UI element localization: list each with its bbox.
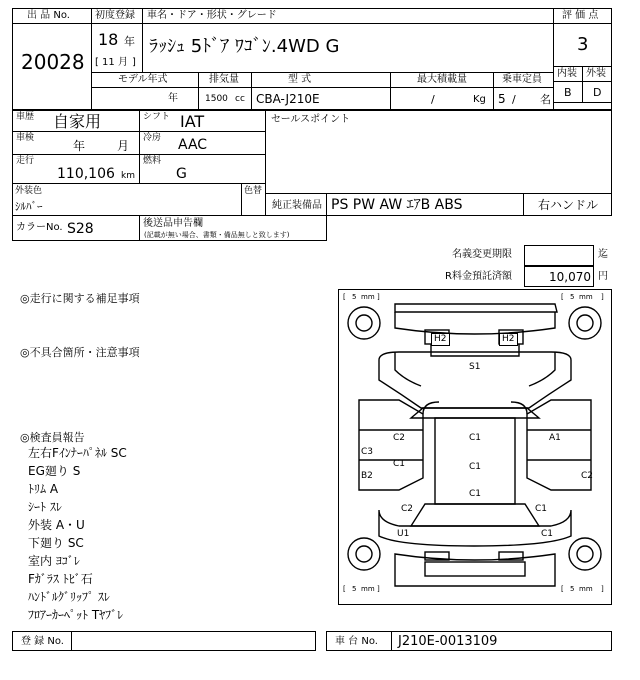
steering-cell <box>523 193 612 216</box>
report-item: 下廻り SC <box>28 536 84 550</box>
reg-label: 登 録 No. <box>21 636 64 647</box>
tyre-label-front-left <box>343 293 380 301</box>
sales-point-label: セールスポイント <box>271 114 351 125</box>
first-reg-value-cell <box>91 23 143 73</box>
displacement-unit: cc <box>235 94 245 104</box>
capacity-value: 5 <box>498 92 506 106</box>
color-no-label: カラーNo. <box>16 222 63 233</box>
report-item: ﾄﾘﾑ A <box>28 482 59 496</box>
inspection-year-unit: 年 <box>73 139 86 153</box>
ac-cell <box>139 131 266 155</box>
year-unit: 年 <box>124 35 135 48</box>
svg-text:[: [ <box>343 293 346 301</box>
model-year-label-cell <box>91 72 199 88</box>
car-name-label-cell <box>142 8 554 24</box>
mark-c1-left-door: C1 <box>393 459 406 469</box>
report-note: (記載が無い場合、書類・備品無しと致します) <box>144 231 290 239</box>
color-value: ｼﾙﾊﾞｰ <box>15 200 43 213</box>
report-item: 外装 A・U <box>28 518 85 532</box>
shift-cell <box>139 110 266 132</box>
tyre-label-front-right <box>561 293 604 301</box>
mark-c3: C3 <box>361 447 374 457</box>
svg-text:mm: mm <box>579 585 593 593</box>
mark-c2-right: C2 <box>581 471 594 481</box>
shift-value: IAT <box>180 112 205 131</box>
inspector-report-list <box>28 447 308 627</box>
svg-text:]: ] <box>377 585 380 593</box>
mark-u1: U1 <box>397 529 410 539</box>
mark-h2-right: H2 <box>499 333 518 346</box>
running-notes-label: ◎走行に関する補足事項 <box>20 292 140 305</box>
displacement-label-cell <box>198 72 252 88</box>
steering-value: 右ハンドル <box>538 198 599 212</box>
recycle-label: R料金預託済額 <box>445 271 512 282</box>
inspection-month-unit: 月 <box>117 139 130 153</box>
chassis-label-cell <box>326 631 392 651</box>
report-item: ｼｰﾄ ｽﾚ <box>28 500 62 514</box>
capacity-label-cell <box>493 72 554 88</box>
mileage-value: 110,106 <box>57 166 115 182</box>
lot-label: 出 品 No. <box>27 10 70 21</box>
max-load-slash: / <box>431 93 435 106</box>
interior-grade: B <box>564 86 572 99</box>
svg-text:mm: mm <box>361 585 375 593</box>
mark-c1-center-3: C1 <box>469 489 482 499</box>
wheel-front-left <box>348 307 380 339</box>
month-open: [ <box>95 57 99 68</box>
svg-text:]: ] <box>601 585 604 593</box>
equipment-label-cell <box>265 193 327 216</box>
car-name-cell <box>142 23 554 73</box>
month-close: ] <box>132 57 136 68</box>
color-no-cell <box>12 215 140 241</box>
recycle-cell <box>524 266 594 287</box>
mileage-unit: km <box>121 171 135 181</box>
windshield <box>411 408 539 418</box>
recycle-fee: 10,070 <box>549 270 591 284</box>
report-item: 室内 ﾖｺﾞﾚ <box>28 554 80 568</box>
tyre-depth: 5 <box>352 293 357 301</box>
sales-point-cell <box>265 110 612 194</box>
wheel-rear-right <box>569 538 601 570</box>
interior-label-cell <box>553 66 583 82</box>
inspection-cell <box>12 131 140 155</box>
front-bumper <box>395 312 555 334</box>
mark-c1-center-1: C1 <box>469 433 482 443</box>
grade-label: 評 価 点 <box>562 10 599 21</box>
capacity-unit: 名 <box>540 93 551 106</box>
history-value: 自家用 <box>53 112 102 131</box>
mark-a1: A1 <box>549 433 561 443</box>
max-load-unit: Kg <box>473 94 486 105</box>
car-name: ﾗｯｼｭ 5ﾄﾞｱ ﾜｺﾞﾝ.4WD G <box>149 36 340 57</box>
max-load-label: 最大積載量 <box>417 74 467 85</box>
svg-text:mm: mm <box>579 293 593 301</box>
reg-label-cell <box>12 631 72 651</box>
month-unit: 月 <box>118 57 128 68</box>
mark-c1-right-rear: C1 <box>535 504 548 514</box>
type-label-cell <box>251 72 391 88</box>
lot-label-cell <box>12 8 92 24</box>
car-diagram <box>339 290 611 604</box>
chassis-number: J210E-0013109 <box>398 634 498 649</box>
month-value: 11 <box>102 57 115 68</box>
displacement-label: 排気量 <box>209 74 239 85</box>
recycle-unit: 円 <box>598 271 608 282</box>
tyre-depth: 5 <box>352 585 357 593</box>
svg-text:]: ] <box>601 293 604 301</box>
mark-b2: B2 <box>361 471 373 481</box>
color-no-value: S28 <box>67 221 94 237</box>
ac-label: 冷房 <box>143 133 162 143</box>
model-code: CBA-J210E <box>256 92 320 106</box>
mark-c2-left-rear: C2 <box>401 504 414 514</box>
tyre-depth: 5 <box>570 293 575 301</box>
rear-body <box>379 510 571 546</box>
report-cell <box>139 215 327 241</box>
mileage-cell <box>12 154 140 184</box>
equipment-cell <box>326 193 524 216</box>
lot-number: 20028 <box>21 50 85 74</box>
interior-label: 内装 <box>557 68 577 79</box>
rear-window <box>411 504 539 526</box>
grade-cell <box>553 23 612 67</box>
equipment-label: 純正装備品 <box>272 200 322 211</box>
mark-s1: S1 <box>469 362 481 372</box>
svg-text:mm: mm <box>361 293 375 301</box>
svg-text:[: [ <box>561 585 564 593</box>
exterior-grade-cell <box>582 81 612 103</box>
displacement-cell <box>198 87 252 110</box>
tyre-depth: 5 <box>570 585 575 593</box>
first-reg-label: 初度登録 <box>95 10 135 21</box>
tyre-label-rear-left <box>343 585 380 593</box>
color-change-cell <box>241 183 266 216</box>
exterior-grade: D <box>593 86 602 99</box>
fuel-value: G <box>176 166 187 182</box>
report-label: 後送品申告欄 <box>143 218 203 229</box>
wheel-front-right <box>569 307 601 339</box>
type-label: 型 式 <box>288 74 312 85</box>
fuel-label: 燃料 <box>143 156 162 166</box>
max-load-cell <box>390 87 494 110</box>
defects-notes-label: ◎不具合箇所・注意事項 <box>20 346 140 359</box>
grade-label-cell <box>553 8 612 24</box>
color-cell <box>12 183 242 216</box>
inspector-report-label: ◎検査員報告 <box>20 431 85 444</box>
wheel-rear-left <box>348 538 380 570</box>
report-item: ﾌﾛｱｰｶｰﾍﾟｯﾄ Tﾔﾌﾞﾚ <box>28 608 124 622</box>
svg-text:[: [ <box>343 585 346 593</box>
model-year-unit: 年 <box>168 93 178 104</box>
exterior-label: 外装 <box>586 68 606 79</box>
car-name-label: 車名・ドア・形状・グレード <box>147 10 277 21</box>
history-cell <box>12 110 140 132</box>
history-label: 車歴 <box>16 112 35 122</box>
rear-bumper <box>395 554 555 586</box>
max-load-label-cell <box>390 72 494 88</box>
model-year-cell <box>91 87 199 110</box>
era-year: 18 <box>98 30 119 49</box>
name-change-unit: 迄 <box>598 249 608 260</box>
name-change-label: 名義変更期限 <box>452 249 512 260</box>
color-label: 外装色 <box>15 186 43 196</box>
svg-text:]: ] <box>377 293 380 301</box>
report-item: EG廻り S <box>28 464 81 478</box>
first-reg-label-cell <box>91 8 143 24</box>
mileage-label: 走行 <box>16 156 35 166</box>
report-item: 左右Fｲﾝﾅｰﾊﾟﾈﾙ SC <box>28 446 127 460</box>
interior-grade-cell <box>553 81 583 103</box>
ac-value: AAC <box>178 137 208 153</box>
chassis-label: 車 台 No. <box>335 636 378 647</box>
displacement-value: 1500 <box>205 94 228 104</box>
overall-grade: 3 <box>577 34 589 55</box>
mark-c2-left-front: C2 <box>393 433 406 443</box>
tyre-label-rear-right <box>561 585 604 593</box>
equipment-value: PS PW AW ｴｱB ABS <box>331 197 463 213</box>
model-year-label: モデル年式 <box>118 74 168 85</box>
report-item: ﾊﾝﾄﾞﾙｸﾞﾘｯﾌﾟ ｽﾚ <box>28 590 110 604</box>
capacity-label: 乗車定員 <box>502 74 542 85</box>
shift-label: シフト <box>143 112 171 122</box>
fuel-cell <box>139 154 266 184</box>
inspection-label: 車検 <box>16 133 35 143</box>
name-change-cell <box>524 245 594 266</box>
model-code-cell <box>251 87 391 110</box>
rear-plate <box>425 562 525 576</box>
car-diagram-frame <box>338 289 612 605</box>
exterior-label-cell <box>582 66 612 82</box>
front-bumper-outline <box>395 304 557 312</box>
mark-h2-left: H2 <box>431 333 450 346</box>
mark-c1-right-bottom: C1 <box>541 529 554 539</box>
mark-c1-center-2: C1 <box>469 462 482 472</box>
report-item: Fｶﾞﾗｽ ﾄﾋﾞ石 <box>28 572 93 586</box>
reg-value-cell <box>71 631 316 651</box>
lot-no-cell <box>12 23 92 110</box>
capacity-slash: / <box>512 93 516 106</box>
capacity-cell <box>493 87 554 110</box>
svg-text:[: [ <box>561 293 564 301</box>
color-change-label: 色替 <box>244 186 263 196</box>
chassis-value-cell <box>391 631 612 651</box>
